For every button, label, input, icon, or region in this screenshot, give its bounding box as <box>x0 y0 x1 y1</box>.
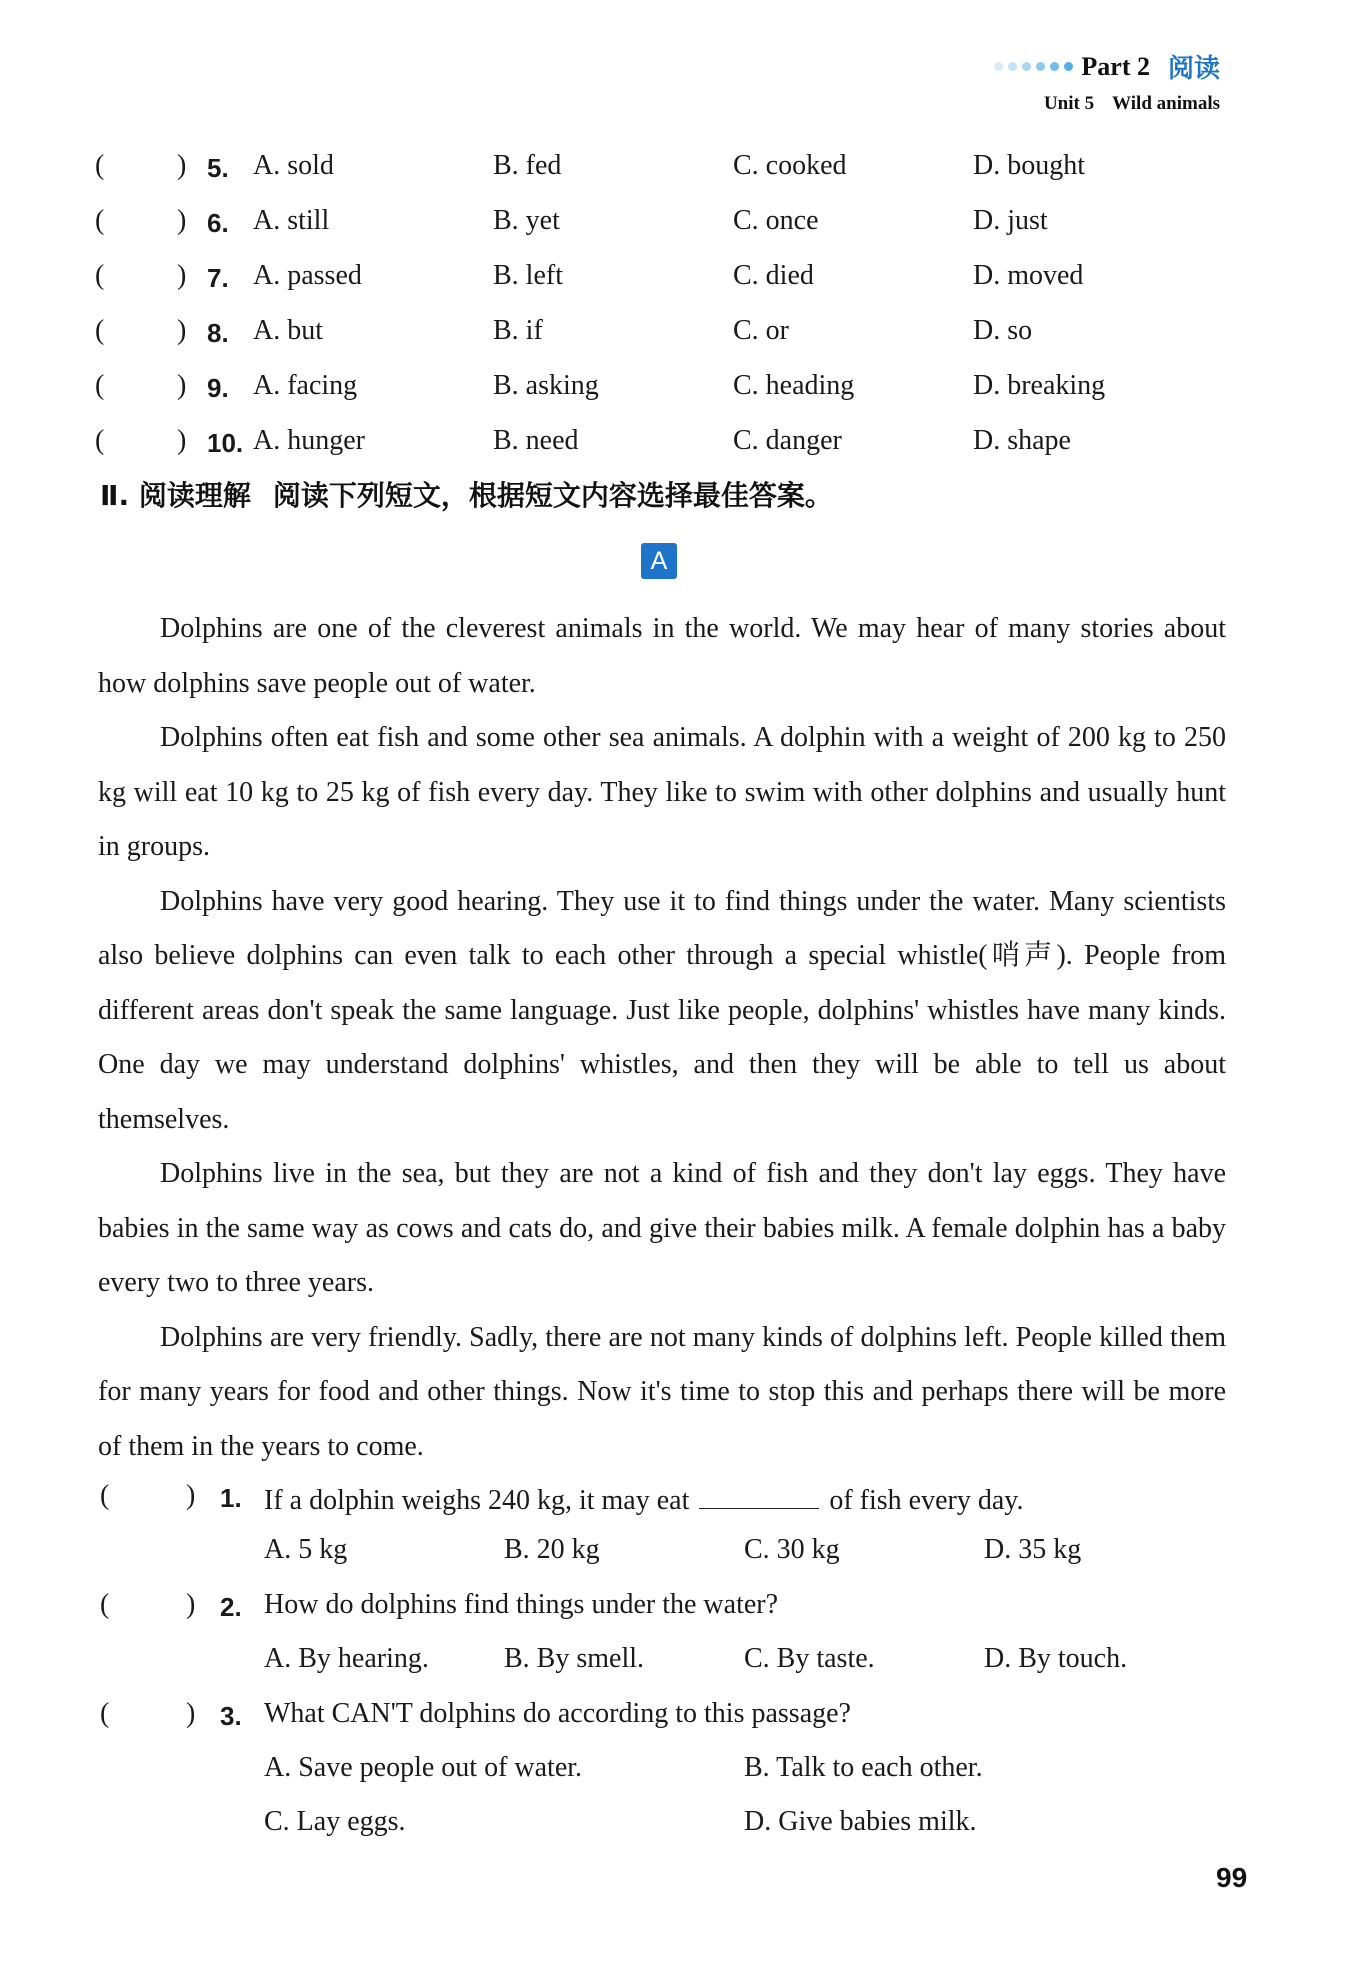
answer-paren-left: ( <box>95 205 105 236</box>
option-row <box>100 1752 1220 1806</box>
option-a: A. still <box>253 205 330 236</box>
answer-paren-right: ) <box>186 1480 196 1511</box>
option-b: B. 20 kg <box>504 1534 600 1565</box>
option-c: C. once <box>733 205 819 236</box>
option-a: A. facing <box>253 370 358 401</box>
dot-icon <box>994 62 1003 71</box>
option-c: C. heading <box>733 370 855 401</box>
option-b: B. Talk to each other. <box>744 1752 983 1783</box>
answer-paren-right: ) <box>177 150 187 181</box>
option-d: D. breaking <box>973 370 1106 401</box>
option-a: A. but <box>253 315 323 346</box>
option-a: A. By hearing. <box>264 1643 429 1674</box>
option-b: B. fed <box>493 150 562 181</box>
option-b: B. yet <box>493 205 560 236</box>
passage-paragraph: Dolphins are very friendly. Sadly, there are not many kinds of dolphins left. People killed them for many years for food and other things. Now it's time to stop this and perhaps there will be more of them in the years to come. <box>98 1321 1226 1462</box>
answer-paren-right: ) <box>177 370 187 401</box>
question-number: 7. <box>207 263 229 293</box>
option-c: C. cooked <box>733 150 847 181</box>
cloze-option-row <box>95 315 1195 355</box>
option-d: D. moved <box>973 260 1084 291</box>
question-number: 9. <box>207 373 229 403</box>
unit-title: Wild animals <box>1112 93 1220 114</box>
dot-icon <box>1036 62 1045 71</box>
question-number: 6. <box>207 208 229 238</box>
answer-paren-right: ) <box>177 260 187 291</box>
passage-paragraph: Dolphins are one of the cleverest animals in the world. We may hear of many stories about how dolphins save people out of water. <box>98 613 1226 699</box>
option-a: A. passed <box>253 260 362 291</box>
section-instruction: 阅读下列短文，根据短文内容选择最佳答案。 <box>272 479 833 512</box>
unit-label <box>994 93 1220 115</box>
option-a: A. Save people out of water. <box>264 1752 583 1783</box>
part-label: Part 2 <box>1081 51 1150 81</box>
question-1 <box>100 1480 1220 1588</box>
option-d: D. Give babies milk. <box>744 1806 977 1837</box>
option-b: B. asking <box>493 370 599 401</box>
answer-blank <box>699 1480 819 1509</box>
option-c: C. danger <box>733 425 842 456</box>
answer-paren-left: ( <box>95 315 105 346</box>
cloze-option-row <box>95 370 1195 410</box>
cloze-option-row <box>95 205 1195 245</box>
dot-icon <box>1008 62 1017 71</box>
option-c: C. Lay eggs. <box>264 1806 406 1837</box>
answer-paren-right: ) <box>177 425 187 456</box>
answer-paren-right: ) <box>177 315 187 346</box>
section-title: Ⅱ. 阅读理解 <box>100 479 251 512</box>
passage-label-badge: A <box>641 543 677 579</box>
dot-icon <box>1064 62 1073 71</box>
answer-paren-left: ( <box>95 150 105 181</box>
question-number: 2. <box>220 1592 242 1622</box>
option-d: D. bought <box>973 150 1085 181</box>
option-a: A. 5 kg <box>264 1534 348 1565</box>
option-b: B. need <box>493 425 579 456</box>
question-number: 5. <box>207 153 229 183</box>
answer-paren-left: ( <box>100 1589 110 1620</box>
option-row <box>100 1534 1220 1588</box>
question-3 <box>100 1698 1220 1860</box>
cloze-option-row <box>95 150 1195 190</box>
unit-number: Unit 5 <box>1043 93 1095 114</box>
option-c: C. died <box>733 260 814 291</box>
answer-paren-right: ) <box>186 1589 196 1620</box>
section-heading <box>100 474 833 514</box>
passage-paragraph: Dolphins live in the sea, but they are not a kind of fish and they don't lay eggs. They have babies in the same way as cows and cats do, and give their babies milk. A female dolphin has a baby every two to three years. <box>98 1158 1226 1298</box>
question-stem <box>264 1480 1023 1517</box>
page-header <box>994 48 1220 115</box>
question-number: 8. <box>207 318 229 348</box>
cloze-option-row <box>95 260 1195 300</box>
answer-paren-left: ( <box>95 370 105 401</box>
dot-icon <box>1022 62 1031 71</box>
option-row <box>100 1806 1220 1860</box>
option-a: A. sold <box>253 150 334 181</box>
option-d: D. so <box>973 315 1033 346</box>
decorative-dots <box>994 62 1073 71</box>
stem-after: of fish every day. <box>829 1485 1024 1516</box>
answer-paren-left: ( <box>100 1698 110 1729</box>
option-d: D. shape <box>973 425 1071 456</box>
question-number: 3. <box>220 1701 242 1731</box>
answer-paren-left: ( <box>95 260 105 291</box>
page-number: 99 <box>1216 1862 1248 1893</box>
question-number: 10. <box>207 428 244 458</box>
option-c: C. 30 kg <box>744 1534 840 1565</box>
answer-paren-right: ) <box>186 1698 196 1729</box>
reading-passage <box>98 602 1226 1474</box>
cloze-option-row <box>95 425 1195 465</box>
option-b: B. By smell. <box>504 1643 645 1674</box>
stem-before: If a dolphin weighs 240 kg, it may eat <box>264 1485 690 1516</box>
option-c: C. By taste. <box>744 1643 875 1674</box>
option-d: D. just <box>973 205 1048 236</box>
answer-paren-left: ( <box>95 425 105 456</box>
option-d: D. 35 kg <box>984 1534 1082 1565</box>
question-stem: What CAN'T dolphins do according to this passage? <box>264 1698 851 1729</box>
question-2 <box>100 1589 1220 1697</box>
option-b: B. if <box>493 315 543 346</box>
answer-paren-left: ( <box>100 1480 110 1511</box>
question-stem: How do dolphins find things under the water? <box>264 1589 779 1620</box>
answer-paren-right: ) <box>177 205 187 236</box>
option-b: B. left <box>493 260 563 291</box>
part-cn-label: 阅读 <box>1167 54 1220 84</box>
option-c: C. or <box>733 315 789 346</box>
option-d: D. By touch. <box>984 1643 1128 1674</box>
passage-paragraph: Dolphins often eat fish and some other sea animals. A dolphin with a weight of 200 kg to 250 kg will eat 10 kg to 25 kg of fish every day. They like to swim with other dolphins and usually hunt in groups. <box>98 722 1226 862</box>
passage-paragraph: Dolphins have very good hearing. They use it to find things under the water. Many scientists also believe dolphins can even talk to each other through a special whistle(哨声). People from different areas don't speak the same language. Just like people, dolphins' whistles have many kinds. One day we may understand dolphins' whistles, and then they will be able to tell us about themselves. <box>98 885 1226 1135</box>
dot-icon <box>1050 62 1059 71</box>
option-a: A. hunger <box>253 425 365 456</box>
option-row <box>100 1643 1220 1697</box>
question-number: 1. <box>220 1483 242 1513</box>
